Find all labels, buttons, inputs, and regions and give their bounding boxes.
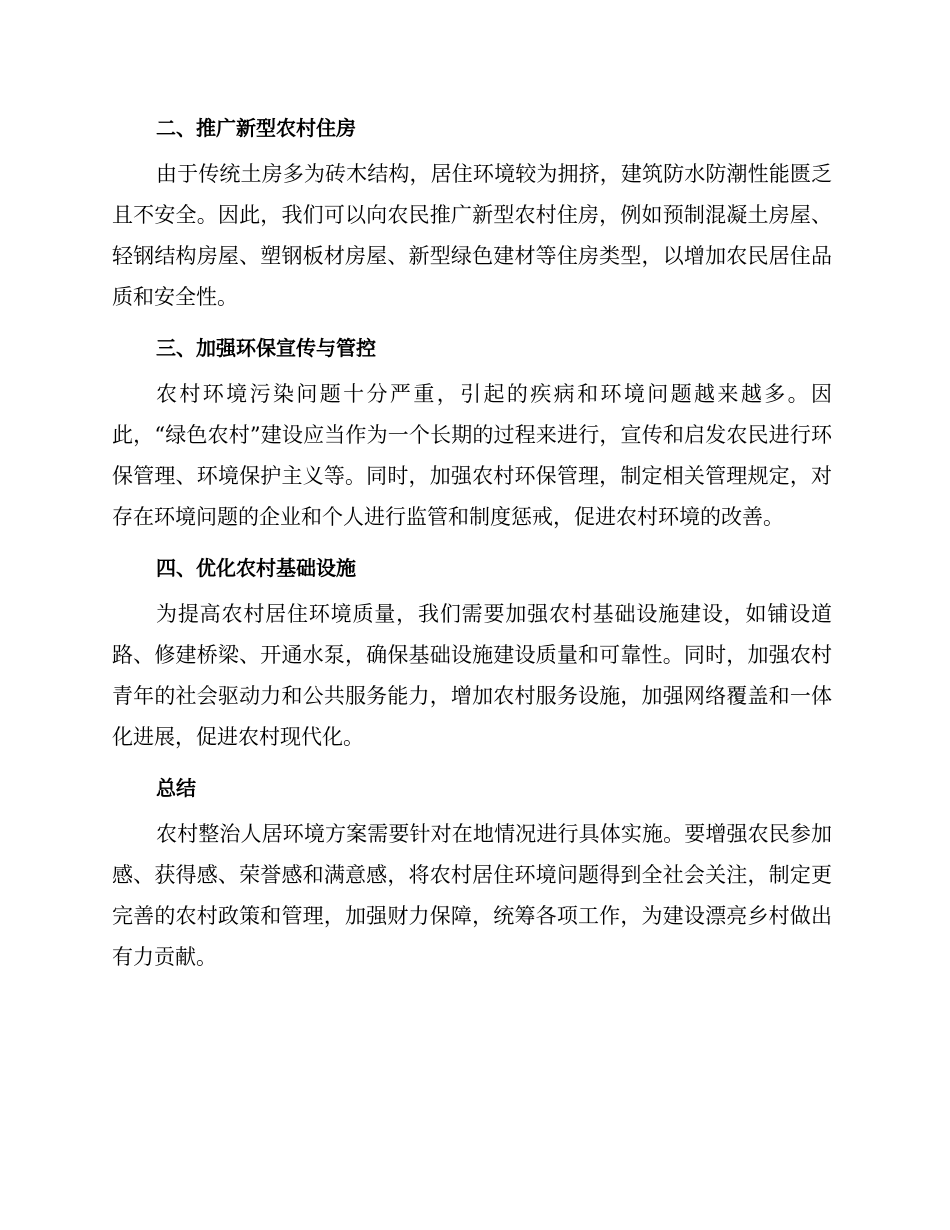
summary-heading: 总结: [156, 776, 196, 800]
section-heading: 三、加强环保宣传与管控: [156, 336, 376, 360]
document-page: [112, 108, 832, 988]
section-heading: 四、优化农村基础设施: [156, 556, 356, 580]
summary-paragraph: 农村整治人居环境方案需要针对在地情况进行具体实施。要增强农民参加感、获得感、荣誉感和满意感，将农村居住环境问题得到全社会关注，制定更完善的农村政策和管理，加强财力保障，统筹各项工作，为建设漂亮乡村做出有力贡献。: [112, 822, 832, 969]
section-paragraph: 为提高农村居住环境质量，我们需要加强农村基础设施建设，如铺设道路、修建桥梁、开通水泵，确保基础设施建设质量和可靠性。同时，加强农村青年的社会驱动力和公共服务能力，增加农村服务设施，加强网络覆盖和一体化进展，促进农村现代化。: [112, 602, 832, 749]
section-heading: 二、推广新型农村住房: [156, 116, 356, 140]
section-paragraph: 由于传统土房多为砖木结构，居住环境较为拥挤，建筑防水防潮性能匮乏且不安全。因此，我们可以向农民推广新型农村住房，例如预制混凝土房屋、轻钢结构房屋、塑钢板材房屋、新型绿色建材等住房类型，以增加农民居住品质和安全性。: [112, 162, 832, 309]
section-paragraph: 农村环境污染问题十分严重，引起的疾病和环境问题越来越多。因此，“绿色农村”建设应当作为一个长期的过程来进行，宣传和启发农民进行环保管理、环境保护主义等。同时，加强农村环保管理，制定相关管理规定，对存在环境问题的企业和个人进行监管和制度惩戒，促进农村环境的改善。: [112, 382, 832, 529]
